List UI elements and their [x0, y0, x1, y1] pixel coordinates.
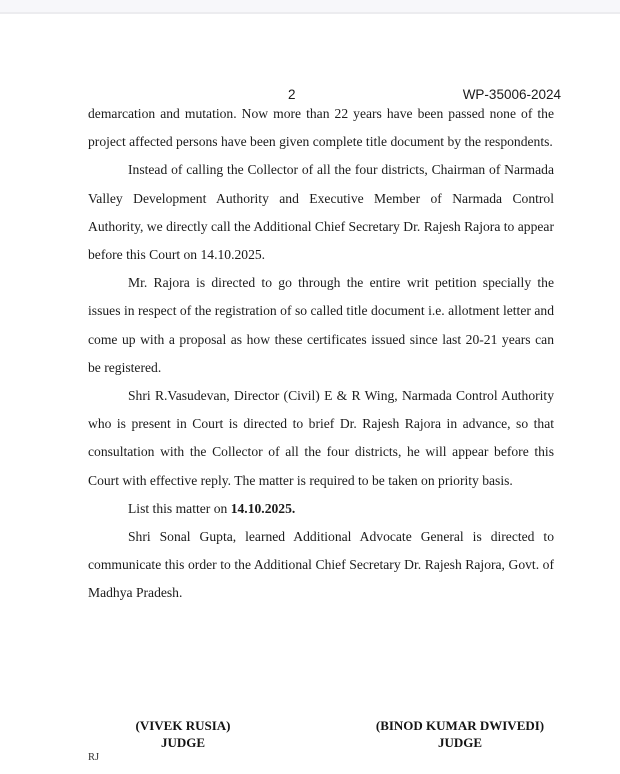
stenographer-initials: RJ	[88, 752, 100, 763]
judge-name-left: (VIVEK RUSIA)	[135, 718, 231, 733]
paragraph-rajora-direction: Mr. Rajora is directed to go through the entire writ petition specially the issues in respect of the registration of so called title document i.e. allotment letter and come up with a proposal as how these certificates issued since last 20-21 years can be registered.	[88, 275, 554, 375]
signature-block-right	[370, 717, 550, 751]
viewer-page-gap-strip	[0, 0, 620, 14]
signature-block-left	[93, 717, 273, 751]
paragraph-communicate-order: Shri Sonal Gupta, learned Additional Advocate General is directed to communicate this order to the Additional Chief Secretary Dr. Rajesh Rajora, Govt. of Madhya Pradesh.	[88, 529, 554, 601]
paragraph-listing-date	[88, 495, 554, 523]
case-number: WP-35006-2024	[462, 87, 561, 102]
judge-title-left: JUDGE	[160, 735, 206, 750]
order-body	[88, 100, 554, 608]
paragraph-vasudevan-direction: Shri R.Vasudevan, Director (Civil) E & R Wing, Narmada Control Authority who is present in Court is directed to brief Dr. Rajesh Rajora in advance, so that consultation with the Collector of all the four districts, he will appear before this Court with effective reply. The matter is required to be taken on priority basis.	[88, 388, 554, 488]
judge-name-right: (BINOD KUMAR DWIVEDI)	[375, 718, 545, 733]
paragraph-continuation: demarcation and mutation. Now more than 22 years have been passed none of the project affected persons have been given complete title document by the respondents.	[88, 106, 554, 150]
paragraph-collector-direction: Instead of calling the Collector of all the four districts, Chairman of Narmada Valley Development Authority and Executive Member of Narmada Control Authority, we directly call the Additional Chief Secretary Dr. Rajesh Rajora to appear before this Court on 14.10.2025.	[88, 162, 554, 263]
listing-text: List this matter on	[128, 500, 231, 516]
listing-date: 14.10.2025.	[230, 500, 296, 516]
page-number: 2	[288, 87, 296, 102]
judge-title-right: JUDGE	[437, 735, 483, 750]
